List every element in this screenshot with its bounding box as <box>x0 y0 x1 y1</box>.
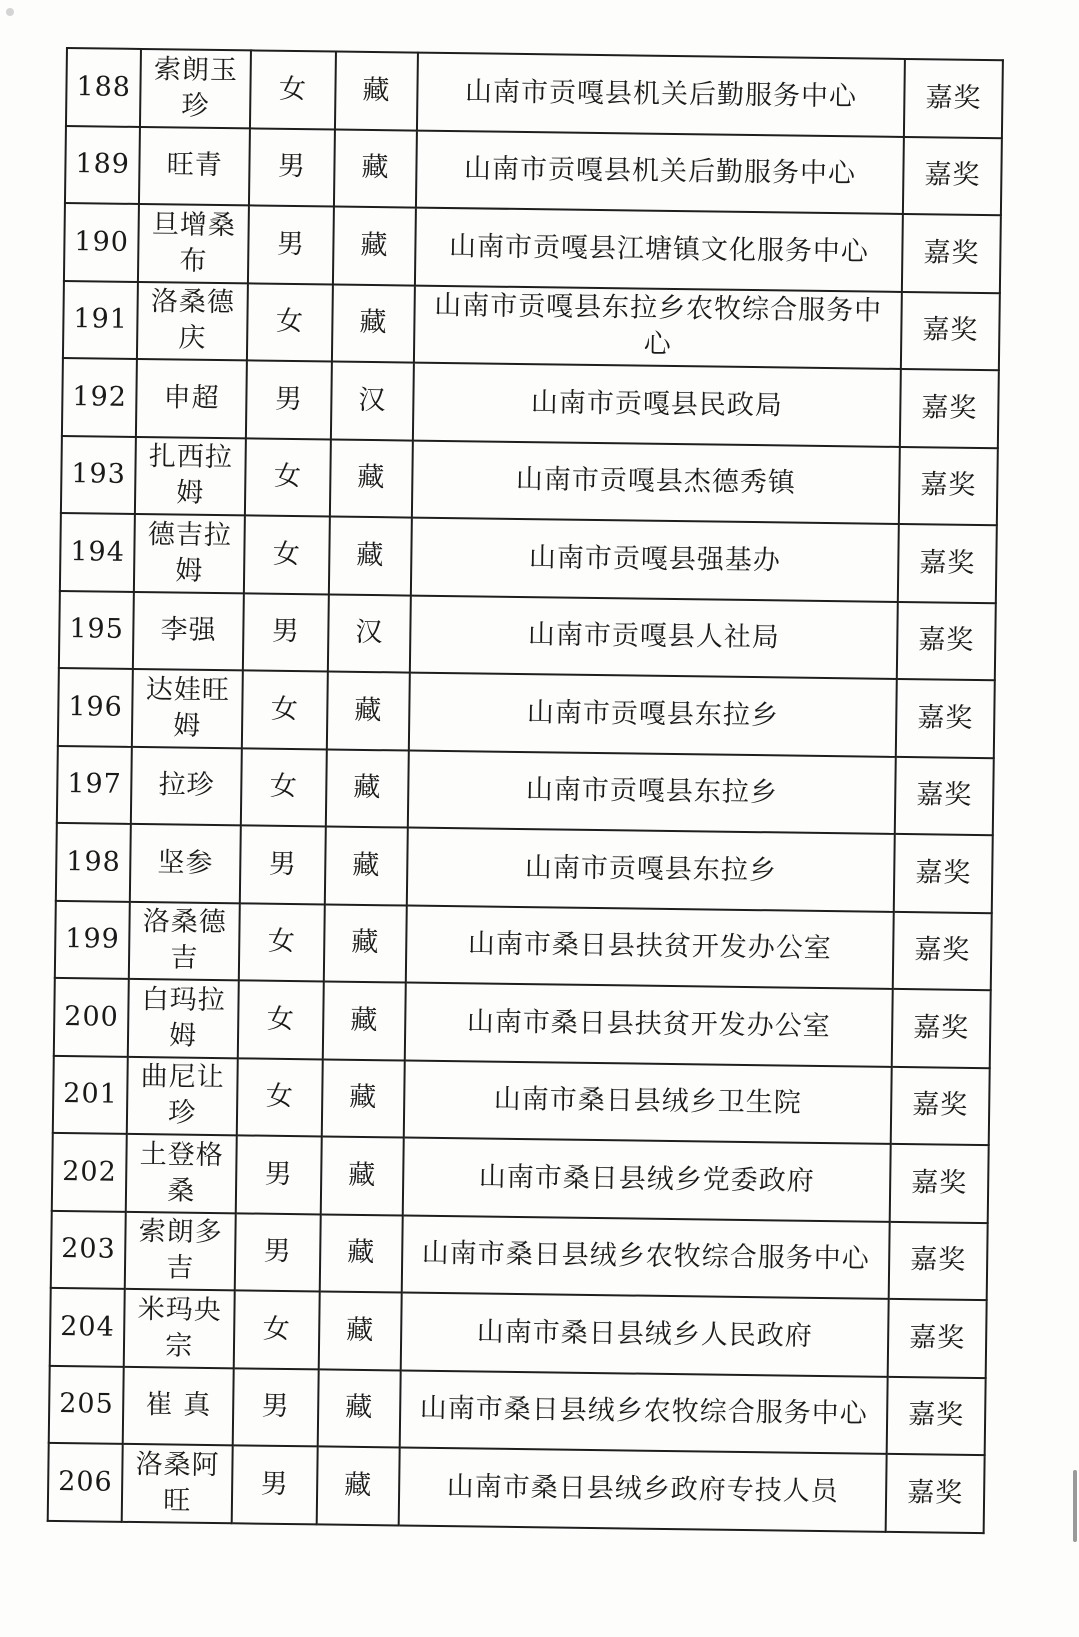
row-number-cell: 200 <box>54 978 129 1056</box>
gender-cell: 女 <box>237 1058 323 1137</box>
person-name-cell: 扎西拉姆 <box>135 436 246 515</box>
ethnicity-cell: 藏 <box>324 904 407 983</box>
ethnicity-cell: 藏 <box>325 826 408 905</box>
table-row <box>63 280 1000 370</box>
award-cell: 嘉奖 <box>902 214 1001 293</box>
work-unit-cell: 山南市贡嘎县杰德秀镇 <box>412 440 900 524</box>
gender-cell: 女 <box>238 980 324 1059</box>
work-unit-cell: 山南市贡嘎县东拉乡 <box>407 828 895 912</box>
gender-cell: 男 <box>243 593 329 672</box>
ethnicity-cell: 汉 <box>331 362 414 441</box>
work-unit-cell: 山南市桑日县绒乡农牧综合服务中心 <box>400 1370 888 1454</box>
person-name-cell: 洛桑德吉 <box>129 901 240 980</box>
award-cell: 嘉奖 <box>903 136 1002 215</box>
ethnicity-cell: 藏 <box>334 129 417 208</box>
gender-cell: 男 <box>248 205 334 284</box>
work-unit-cell: 山南市桑日县绒乡农牧综合服务中心 <box>402 1215 890 1299</box>
award-cell: 嘉奖 <box>894 834 993 913</box>
award-cell: 嘉奖 <box>891 1066 990 1145</box>
row-number-cell: 193 <box>61 435 136 513</box>
row-number-cell: 199 <box>55 900 130 978</box>
row-number-cell: 190 <box>64 203 139 281</box>
ethnicity-cell: 藏 <box>333 207 416 286</box>
table-row <box>57 745 994 835</box>
award-cell: 嘉奖 <box>898 524 997 603</box>
row-number-cell: 195 <box>59 590 134 668</box>
person-name-cell: 白玛拉姆 <box>128 979 239 1058</box>
award-cell: 嘉奖 <box>901 291 1000 370</box>
gender-cell: 女 <box>250 50 336 129</box>
work-unit-cell: 山南市贡嘎县东拉乡 <box>408 750 896 834</box>
person-name-cell: 德吉拉姆 <box>134 514 245 593</box>
gender-cell: 女 <box>239 903 325 982</box>
award-cell: 嘉奖 <box>895 756 994 835</box>
work-unit-cell: 山南市贡嘎县机关后勤服务中心 <box>417 53 905 137</box>
award-cell: 嘉奖 <box>897 601 996 680</box>
table-row <box>64 203 1001 293</box>
ethnicity-cell: 藏 <box>320 1214 403 1293</box>
ethnicity-cell: 汉 <box>328 594 411 673</box>
table-row <box>61 435 998 525</box>
ethnicity-cell: 藏 <box>335 52 418 131</box>
row-number-cell: 202 <box>52 1133 127 1211</box>
gender-cell: 男 <box>235 1213 321 1292</box>
table-row <box>52 1133 989 1223</box>
ethnicity-cell: 藏 <box>319 1291 402 1370</box>
award-cell: 嘉奖 <box>893 911 992 990</box>
table-row <box>55 900 992 990</box>
row-number-cell: 205 <box>49 1365 124 1443</box>
ethnicity-cell: 藏 <box>332 284 415 363</box>
award-cell: 嘉奖 <box>890 1144 989 1223</box>
row-number-cell: 189 <box>65 126 140 204</box>
ethnicity-cell: 藏 <box>326 749 409 828</box>
table-row <box>62 358 999 448</box>
work-unit-cell: 山南市贡嘎县机关后勤服务中心 <box>416 130 904 214</box>
person-name-cell: 旦增桑布 <box>138 204 249 283</box>
row-number-cell: 206 <box>48 1443 123 1521</box>
person-name-cell: 洛桑阿旺 <box>122 1444 233 1523</box>
work-unit-cell: 山南市桑日县扶贫开发办公室 <box>405 983 893 1067</box>
person-name-cell: 崔 真 <box>123 1366 234 1445</box>
award-cell: 嘉奖 <box>886 1454 985 1533</box>
table-row <box>53 1055 990 1145</box>
table-row <box>49 1365 986 1455</box>
work-unit-cell: 山南市桑日县绒乡党委政府 <box>403 1138 891 1222</box>
row-number-cell: 196 <box>58 668 133 746</box>
table-row <box>56 823 993 913</box>
table-row <box>66 48 1003 138</box>
table-row <box>65 126 1002 216</box>
work-unit-cell: 山南市桑日县扶贫开发办公室 <box>406 905 894 989</box>
person-name-cell: 索朗多吉 <box>125 1211 236 1290</box>
row-number-cell: 194 <box>60 513 135 591</box>
scroll-indicator[interactable] <box>1073 1470 1077 1542</box>
person-name-cell: 拉珍 <box>131 746 242 825</box>
table-row <box>51 1210 988 1300</box>
row-number-cell: 188 <box>66 48 141 126</box>
award-cell: 嘉奖 <box>889 1221 988 1300</box>
table-row <box>60 513 997 603</box>
ethnicity-cell: 藏 <box>317 1446 400 1525</box>
award-cell: 嘉奖 <box>900 369 999 448</box>
work-unit-cell: 山南市桑日县绒乡人民政府 <box>401 1293 889 1377</box>
award-cell: 嘉奖 <box>899 446 998 525</box>
gender-cell: 女 <box>241 748 327 827</box>
work-unit-cell: 山南市贡嘎县强基办 <box>411 518 899 602</box>
award-cell: 嘉奖 <box>892 989 991 1068</box>
person-name-cell: 索朗玉珍 <box>140 49 251 128</box>
gender-cell: 男 <box>233 1368 319 1447</box>
award-cell: 嘉奖 <box>904 59 1003 138</box>
work-unit-cell: 山南市贡嘎县东拉乡农牧综合服务中心 <box>414 285 902 369</box>
table-row <box>59 590 996 680</box>
gender-cell: 女 <box>245 438 331 517</box>
award-roster-table <box>47 47 1004 1534</box>
ethnicity-cell: 藏 <box>330 439 413 518</box>
person-name-cell: 旺青 <box>139 126 250 205</box>
ethnicity-cell: 藏 <box>318 1369 401 1448</box>
gender-cell: 女 <box>247 283 333 362</box>
person-name-cell: 土登格桑 <box>126 1134 237 1213</box>
ethnicity-cell: 藏 <box>322 1059 405 1138</box>
gender-cell: 男 <box>240 825 326 904</box>
award-cell: 嘉奖 <box>896 679 995 758</box>
person-name-cell: 李强 <box>133 591 244 670</box>
work-unit-cell: 山南市贡嘎县江塘镇文化服务中心 <box>415 208 903 292</box>
row-number-cell: 192 <box>62 358 137 436</box>
person-name-cell: 洛桑德庆 <box>137 281 248 360</box>
gender-cell: 男 <box>236 1135 322 1214</box>
row-number-cell: 191 <box>63 280 138 358</box>
person-name-cell: 申超 <box>136 359 247 438</box>
row-number-cell: 204 <box>50 1288 125 1366</box>
row-number-cell: 203 <box>51 1210 126 1288</box>
table-row <box>50 1288 987 1378</box>
ethnicity-cell: 藏 <box>327 671 410 750</box>
table-row <box>48 1443 985 1533</box>
row-number-cell: 201 <box>53 1055 128 1133</box>
table-row <box>54 978 991 1068</box>
ethnicity-cell: 藏 <box>323 981 406 1060</box>
table-row <box>58 668 995 758</box>
person-name-cell: 坚参 <box>130 824 241 903</box>
person-name-cell: 达娃旺姆 <box>132 669 243 748</box>
gender-cell: 男 <box>246 360 332 439</box>
gender-cell: 女 <box>234 1290 320 1369</box>
gender-cell: 女 <box>242 670 328 749</box>
gender-cell: 女 <box>244 515 330 594</box>
gender-cell: 男 <box>232 1445 318 1524</box>
page-corner-mark <box>6 8 14 16</box>
ethnicity-cell: 藏 <box>329 516 412 595</box>
work-unit-cell: 山南市桑日县绒乡卫生院 <box>404 1060 892 1144</box>
work-unit-cell: 山南市贡嘎县民政局 <box>413 363 901 447</box>
row-number-cell: 198 <box>56 823 131 901</box>
award-cell: 嘉奖 <box>888 1299 987 1378</box>
work-unit-cell: 山南市贡嘎县东拉乡 <box>409 673 897 757</box>
row-number-cell: 197 <box>57 745 132 823</box>
work-unit-cell: 山南市贡嘎县人社局 <box>410 595 898 679</box>
ethnicity-cell: 藏 <box>321 1136 404 1215</box>
gender-cell: 男 <box>249 128 335 207</box>
table-body <box>48 48 1003 1533</box>
person-name-cell: 米玛央宗 <box>124 1289 235 1368</box>
work-unit-cell: 山南市桑日县绒乡政府专技人员 <box>399 1447 887 1531</box>
award-cell: 嘉奖 <box>887 1376 986 1455</box>
person-name-cell: 曲尼让珍 <box>127 1056 238 1135</box>
